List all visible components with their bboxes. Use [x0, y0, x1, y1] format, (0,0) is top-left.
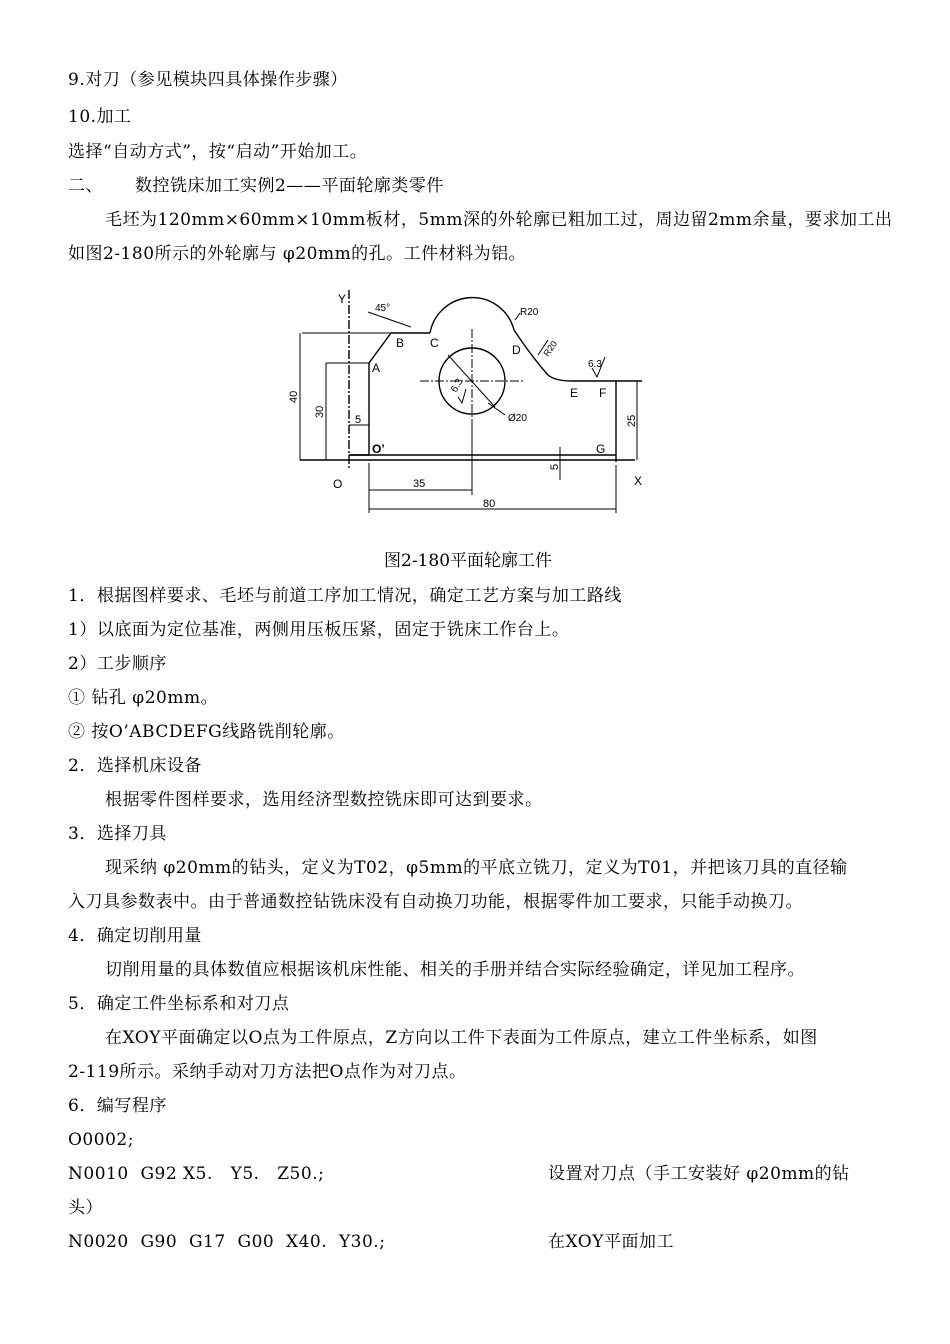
section-title: 数控铣床加工实例2——平面轮廓类零件	[135, 176, 444, 196]
dim-25: 25	[626, 414, 638, 427]
heading-5: 5．确定工件坐标系和对刀点	[68, 994, 290, 1014]
program-comment-cont: 头）	[68, 1198, 103, 1218]
arc-r20	[430, 298, 514, 333]
label-point-f: F	[599, 386, 607, 400]
body-line: 2）工步顺序	[68, 654, 167, 674]
heading-4: 4．确定切削用量	[68, 926, 202, 946]
part-drawing	[280, 285, 660, 520]
heading-2: 2．选择机床设备	[68, 756, 202, 776]
label-point-d: D	[512, 343, 521, 357]
body-line: 根据零件图样要求，选用经济型数控铣床即可达到要求。	[105, 790, 543, 810]
program-code-n0010: N0010 G92 X5. Y5. Z50.;	[68, 1164, 325, 1184]
section-number: 二、	[68, 176, 103, 196]
label-hole-dia: Ø20	[508, 413, 527, 424]
label-point-a: A	[372, 361, 381, 375]
line-step10: 10.加工	[68, 107, 132, 127]
heading-6: 6．编写程序	[68, 1096, 167, 1116]
label-roughness-1: 6.3	[588, 359, 602, 370]
line-auto-mode: 选择“自动方式”，按“启动”开始加工。	[68, 142, 368, 162]
label-y-axis: Y	[338, 292, 347, 306]
label-angle-45: 45°	[375, 303, 391, 314]
label-roughness-2: 6.3	[449, 376, 466, 395]
body-line: ① 钻孔 φ20mm。	[68, 688, 219, 708]
body-line: 入刀具参数表中。由于普通数控钻铣床没有自动换刀功能，根据零件加工要求，只能手动换刀。	[68, 892, 803, 912]
part-outline	[349, 333, 430, 455]
arc-r20-fillet	[514, 330, 642, 381]
label-r20: R20	[520, 307, 539, 318]
dim-35: 35	[413, 478, 426, 490]
label-point-c: C	[430, 336, 439, 350]
heading-1: 1．根据图样要求、毛坯与前道工序加工情况，确定工艺方案与加工路线	[68, 586, 622, 606]
dim-5-right: 5	[549, 463, 561, 470]
heading-3: 3．选择刀具	[68, 824, 167, 844]
line-step9: 9.对刀（参见模块四具体操作步骤）	[68, 70, 348, 90]
label-point-e: E	[570, 386, 579, 400]
dim-80: 80	[483, 498, 496, 510]
body-line: 1）以底面为定位基准，两侧用压板压紧，固定于铣床工作台上。	[68, 620, 570, 640]
body-line: ② 按O’ABCDEFG线路铣削轮廓。	[68, 722, 345, 742]
dim-30: 30	[314, 405, 326, 418]
program-number: O0002;	[68, 1130, 134, 1150]
body-line: 2-119所示。采纳手动对刀方法把O点作为对刀点。	[68, 1062, 467, 1082]
label-point-b: B	[396, 336, 405, 350]
program-comment-n0020: 在XOY平面加工	[548, 1232, 674, 1252]
body-line: 现采纳 φ20mm的钻头，定义为T02，φ5mm的平底立铣刀，定义为T01，并把该刀具的直径输	[105, 858, 848, 878]
body-line: 切削用量的具体数值应根据该机床性能、相关的手册并结合实际经验确定，详见加工程序。	[105, 960, 805, 980]
label-x-axis: X	[634, 474, 643, 488]
label-point-g: G	[596, 442, 606, 456]
body-line: 在XOY平面确定以O点为工件原点，Z方向以工件下表面为工件原点，建立工件坐标系，如图	[105, 1028, 818, 1048]
label-origin-o: O	[333, 477, 343, 491]
dim-5-left: 5	[355, 414, 362, 426]
program-comment-n0010: 设置对刀点（手工安装好 φ20mm的钻	[548, 1164, 850, 1184]
figure-caption: 图2-180平面轮廓工件	[384, 551, 553, 571]
dim-40: 40	[288, 390, 300, 403]
para-blank-2: 如图2-180所示的外轮廓与 φ20mm的孔。工件材料为铝。	[68, 244, 527, 264]
label-r20-fillet: R20	[541, 338, 560, 359]
para-blank-1: 毛坯为120mm×60mm×10mm板材，5mm深的外轮廓已粗加工过，周边留2mm余量，要求加工出	[105, 210, 893, 230]
label-origin-o-prime: O’	[372, 442, 385, 456]
program-code-n0020: N0020 G90 G17 G00 X40. Y30.;	[68, 1232, 386, 1252]
